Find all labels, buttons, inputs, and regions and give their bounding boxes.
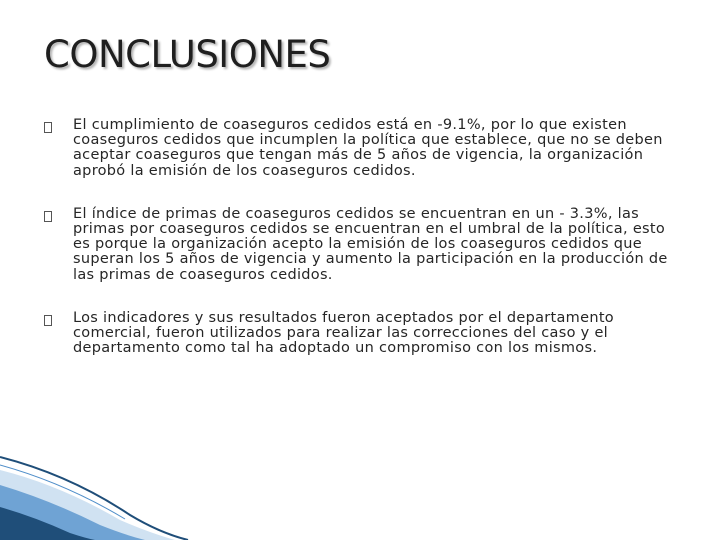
square-bullet-icon bbox=[44, 211, 52, 222]
bullet-text: El cumplimiento de coaseguros cedidos está en -9.1%, por lo que existen coaseguros cedidos que incumplen la política que establece, que no se deben aceptar coaseguros que tengan más de 5 años de vigencia, la organización aprobó la emisión de los coaseguros cedidos. bbox=[73, 117, 663, 179]
corner-wave-decoration bbox=[0, 445, 190, 540]
bullet-list bbox=[44, 118, 684, 384]
slide-title: CONCLUSIONES bbox=[44, 33, 331, 76]
square-bullet-icon bbox=[44, 122, 52, 133]
bullet-item bbox=[44, 207, 684, 283]
bullet-text: El índice de primas de coaseguros cedidos se encuentran en un - 3.3%, las primas por coaseguros cedidos se encuentran en el umbral de la política, esto es porque la organización acepto la emisión de los coaseguros cedidos que superan los 5 años de vigencia y aumento la participación en la producción de las primas de coaseguros cedidos. bbox=[73, 205, 668, 283]
bullet-text: Los indicadores y sus resultados fueron aceptados por el departamento comercial, fueron utilizados para realizar las correcciones del caso y el departamento como tal ha adoptado un compromiso con los mismos. bbox=[73, 309, 614, 357]
bullet-item bbox=[44, 118, 684, 179]
square-bullet-icon bbox=[44, 315, 52, 326]
bullet-item bbox=[44, 311, 684, 357]
